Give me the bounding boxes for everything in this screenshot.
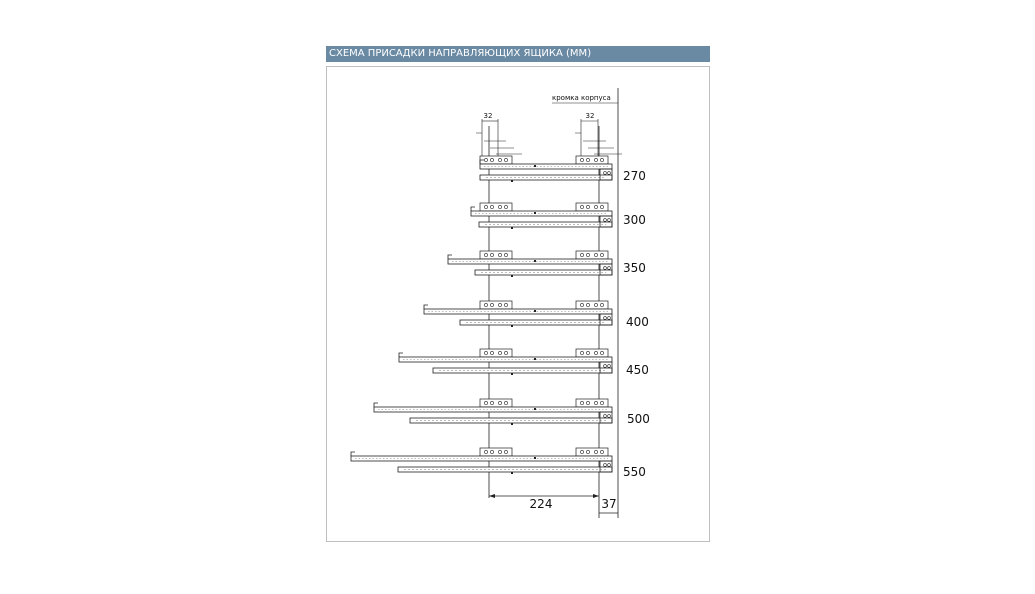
- slide-length-label-300: 300: [623, 213, 646, 227]
- drawer-slide-drilling-diagram: [326, 46, 710, 541]
- hole-spacing-top: [476, 112, 622, 161]
- slide-assembly-550: [351, 448, 612, 474]
- edge-offset-label: 37: [601, 497, 617, 511]
- slide-length-label-400: 400: [626, 315, 649, 329]
- edge-offset-dimension: [599, 497, 618, 513]
- hole-spacing-left-label: 32: [483, 112, 493, 120]
- slide-assembly-400: [424, 301, 612, 327]
- slide-length-label-270: 270: [623, 169, 646, 183]
- slide-length-labels: [623, 169, 650, 479]
- slide-length-label-500: 500: [627, 412, 650, 426]
- slide-assembly-270: [480, 156, 612, 182]
- diagram-title: СХЕМА ПРИСАДКИ НАПРАВЛЯЮЩИХ ЯЩИКА (ММ): [326, 46, 710, 62]
- slide-assembly-450: [399, 349, 612, 375]
- slide-length-label-450: 450: [626, 363, 649, 377]
- hole-spacing-right-label: 32: [585, 112, 595, 120]
- base-dimension-label: 224: [529, 497, 553, 511]
- diagram-panel: [326, 46, 710, 541]
- slide-length-label-350: 350: [623, 261, 646, 275]
- slide-assembly-300: [471, 203, 612, 229]
- base-dimension: [489, 494, 599, 511]
- slide-assembly-500: [374, 399, 612, 425]
- cabinet-edge-label: кромка корпуса: [552, 94, 611, 102]
- slide-length-label-550: 550: [623, 465, 646, 479]
- slide-assembly-350: [448, 251, 612, 277]
- slide-assemblies: [351, 156, 612, 474]
